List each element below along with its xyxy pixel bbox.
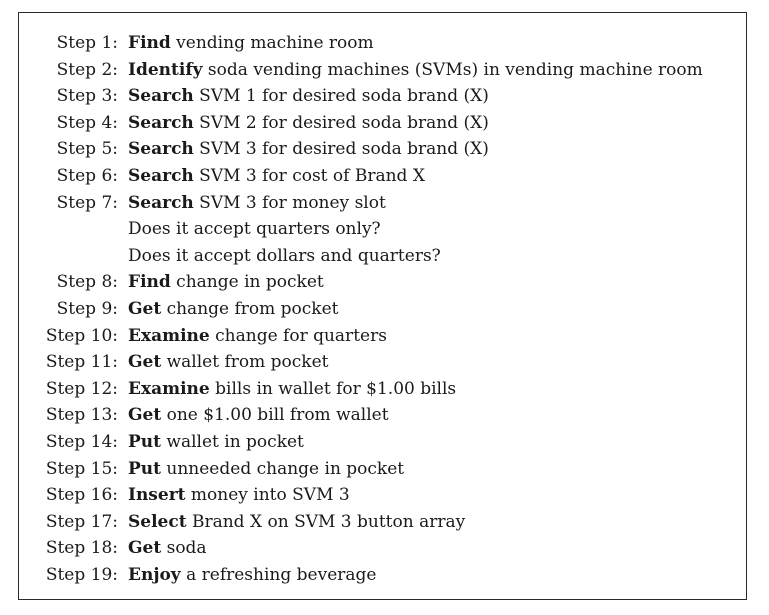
step-row — [18, 456, 747, 483]
step-row — [18, 482, 747, 509]
step-label: Step 14: — [45, 431, 118, 452]
step-verb: Examine — [128, 325, 210, 346]
step-verb: Enjoy — [128, 564, 181, 585]
step-label: Step 19: — [45, 564, 118, 585]
step-text — [128, 110, 489, 137]
step-text — [128, 429, 304, 456]
step-text — [128, 535, 207, 562]
step-text — [128, 323, 387, 350]
step-verb: Find — [128, 272, 171, 293]
step-verb: Search — [128, 86, 194, 107]
step-label: Step 8: — [56, 272, 118, 293]
step-text — [128, 402, 389, 429]
step-row — [18, 402, 747, 429]
step-verb: Get — [128, 298, 162, 319]
step-label: Step 6: — [56, 165, 118, 186]
step-verb: Get — [128, 352, 162, 373]
step-verb: Put — [128, 458, 161, 479]
step-row — [18, 509, 747, 536]
step-rest: Brand X on SVM 3 button array — [186, 511, 466, 532]
step-row — [18, 269, 747, 296]
step-label: Step 2: — [56, 59, 118, 80]
step-text — [128, 509, 465, 536]
step-text — [128, 216, 381, 243]
step-row — [18, 429, 747, 456]
step-rest: Does it accept quarters only? — [128, 219, 381, 240]
step-verb: Search — [128, 192, 194, 213]
step-row — [18, 562, 747, 589]
step-rest: SVM 2 for desired soda brand (X) — [193, 112, 489, 133]
step-rest: SVM 3 for money slot — [193, 192, 386, 213]
step-text — [128, 163, 425, 190]
step-label: Step 3: — [56, 86, 118, 107]
step-text — [128, 243, 441, 270]
step-label: Step 13: — [45, 405, 118, 426]
step-row — [18, 349, 747, 376]
step-rest: change from pocket — [161, 298, 339, 319]
step-verb: Get — [128, 538, 162, 559]
step-label: Step 9: — [56, 298, 118, 319]
step-text — [128, 562, 376, 589]
step-label: Step 4: — [56, 112, 118, 133]
step-row — [18, 323, 747, 350]
step-rest: one $1.00 bill from wallet — [161, 405, 389, 426]
step-row — [18, 110, 747, 137]
step-row — [18, 136, 747, 163]
step-text — [128, 269, 324, 296]
step-verb: Select — [128, 511, 187, 532]
step-label: Step 1: — [56, 33, 118, 53]
step-text — [128, 349, 328, 376]
step-text — [128, 30, 374, 57]
step-verb: Search — [128, 112, 194, 133]
step-label: Step 18: — [45, 538, 118, 559]
step-rest: soda — [161, 538, 207, 559]
step-row — [18, 83, 747, 110]
step-text — [128, 456, 404, 483]
step-rest: wallet in pocket — [161, 431, 304, 452]
step-rest: soda vending machines (SVMs) in vending machine room — [202, 59, 703, 80]
step-rest: money into SVM 3 — [185, 485, 350, 506]
step-rest: SVM 3 for cost of Brand X — [193, 165, 425, 186]
step-label: Step 17: — [45, 511, 118, 532]
step-row — [18, 57, 747, 84]
step-rest: vending machine room — [170, 33, 374, 53]
step-rest: change for quarters — [209, 325, 387, 346]
step-rest: SVM 1 for desired soda brand (X) — [193, 86, 489, 107]
step-rest: SVM 3 for desired soda brand (X) — [193, 139, 489, 160]
step-rest: wallet from pocket — [161, 352, 329, 373]
step-verb: Put — [128, 431, 161, 452]
step-text — [128, 136, 489, 163]
step-verb: Insert — [128, 485, 186, 506]
step-rest: Does it accept dollars and quarters? — [128, 245, 441, 266]
step-text — [128, 190, 386, 217]
step-rest: change in pocket — [170, 272, 324, 293]
step-row — [18, 30, 747, 57]
step-row — [18, 190, 747, 217]
step-verb: Find — [128, 33, 171, 53]
step-verb: Search — [128, 165, 194, 186]
step-label: Step 16: — [45, 485, 118, 506]
step-verb: Search — [128, 139, 194, 160]
step-verb: Examine — [128, 378, 210, 399]
step-label: Step 10: — [45, 325, 118, 346]
step-subline — [18, 243, 747, 270]
step-text — [128, 376, 456, 403]
step-label: Step 15: — [45, 458, 118, 479]
steps-list — [18, 30, 747, 588]
step-label: Step 7: — [56, 192, 118, 213]
step-rest: bills in wallet for $1.00 bills — [209, 378, 457, 399]
step-label: Step 5: — [56, 139, 118, 160]
step-label: Step 12: — [45, 378, 118, 399]
step-text — [128, 57, 703, 84]
step-row — [18, 376, 747, 403]
step-row — [18, 163, 747, 190]
step-text — [128, 83, 489, 110]
step-text — [128, 296, 339, 323]
step-rest: a refreshing beverage — [180, 564, 377, 585]
step-verb: Identify — [128, 59, 203, 80]
step-subline — [18, 216, 747, 243]
step-rest: unneeded change in pocket — [161, 458, 405, 479]
step-text — [128, 482, 350, 509]
step-row — [18, 296, 747, 323]
step-row — [18, 535, 747, 562]
step-verb: Get — [128, 405, 162, 426]
step-label: Step 11: — [45, 352, 118, 373]
